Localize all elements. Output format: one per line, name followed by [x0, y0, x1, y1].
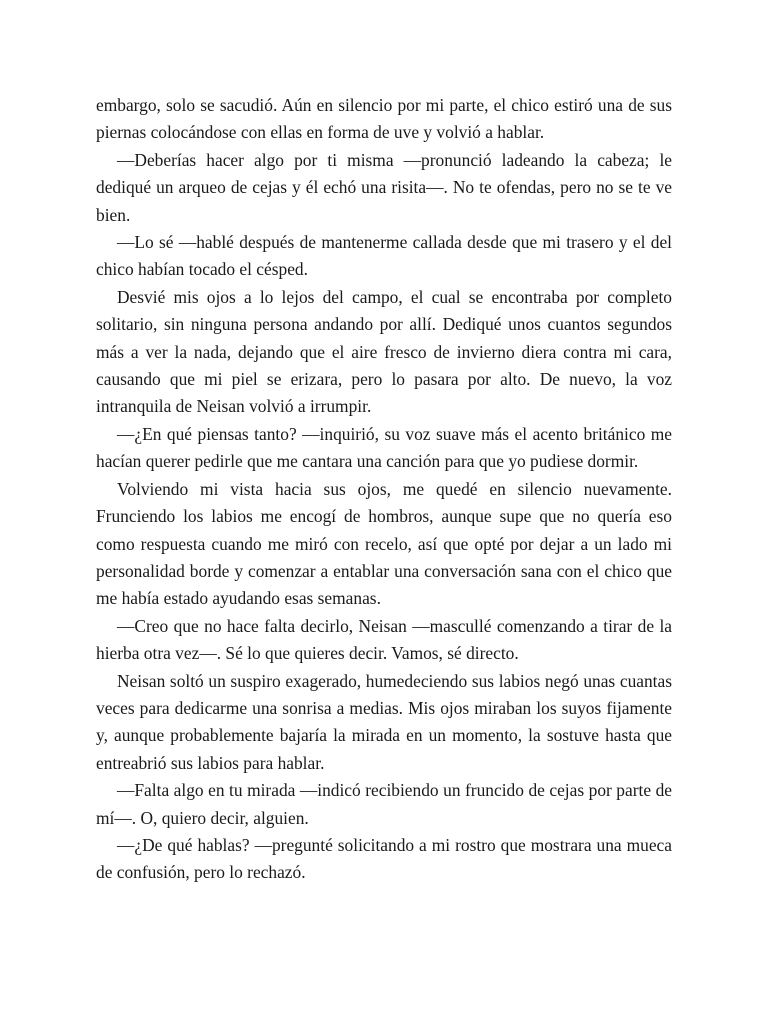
paragraph: —¿En qué piensas tanto? —inquirió, su voz suave más el acento británico me hacían querer pedirle que me cantara una canción para que yo pudiese dormir. — [96, 423, 672, 472]
paragraph: —Creo que no hace falta decirlo, Neisan —mascullé comenzando a tirar de la hierba otra vez—. Sé lo que quieres decir. Vamos, sé directo. — [96, 615, 672, 664]
paragraph: Neisan soltó un suspiro exagerado, humedeciendo sus labios negó unas cuantas veces para dedicarme una sonrisa a medias. Mis ojos miraban los suyos fijamente y, aunque probablemente bajaría la mirada en un momento, la sostuve hasta que entreabrió sus labios para hablar. — [96, 670, 672, 773]
paragraph: —¿De qué hablas? —pregunté solicitando a mi rostro que mostrara una mueca de confusión, pero lo rechazó. — [96, 834, 672, 883]
paragraph: Desvié mis ojos a lo lejos del campo, el cual se encontraba por completo solitario, sin ninguna persona andando por allí. Dediqué unos cuantos segundos más a ver la nada, dejando que el aire fresco de invierno diera contra mi cara, causando que mi piel se erizara, pero lo pasara por alto. De nuevo, la voz intranquila de Neisan volvió a irrumpir. — [96, 286, 672, 417]
paragraph: embargo, solo se sacudió. Aún en silencio por mi parte, el chico estiró una de sus piernas colocándose con ellas en forma de uve y volvió a hablar. — [96, 95, 672, 143]
paragraph: —Falta algo en tu mirada —indicó recibiendo un fruncido de cejas por parte de mí—. O, quiero decir, alguien. — [96, 780, 672, 828]
book-page-text — [96, 92, 672, 887]
paragraph: —Lo sé —hablé después de mantenerme callada desde que mi trasero y el del chico habían tocado el césped. — [96, 232, 672, 280]
paragraph: —Deberías hacer algo por ti misma —pronunció ladeando la cabeza; le dediqué un arqueo de cejas y él echó una risita—. No te ofendas, pero no se te ve bien. — [96, 149, 672, 225]
paragraph: Volviendo mi vista hacia sus ojos, me quedé en silencio nuevamente. Frunciendo los labios me encogí de hombros, aunque supe que no quería eso como respuesta cuando me miró con recelo, así que opté por dejar a un lado mi personalidad borde y comenzar a entablar una conversación sana con el chico que me había estado ayudando esas semanas. — [96, 478, 672, 609]
